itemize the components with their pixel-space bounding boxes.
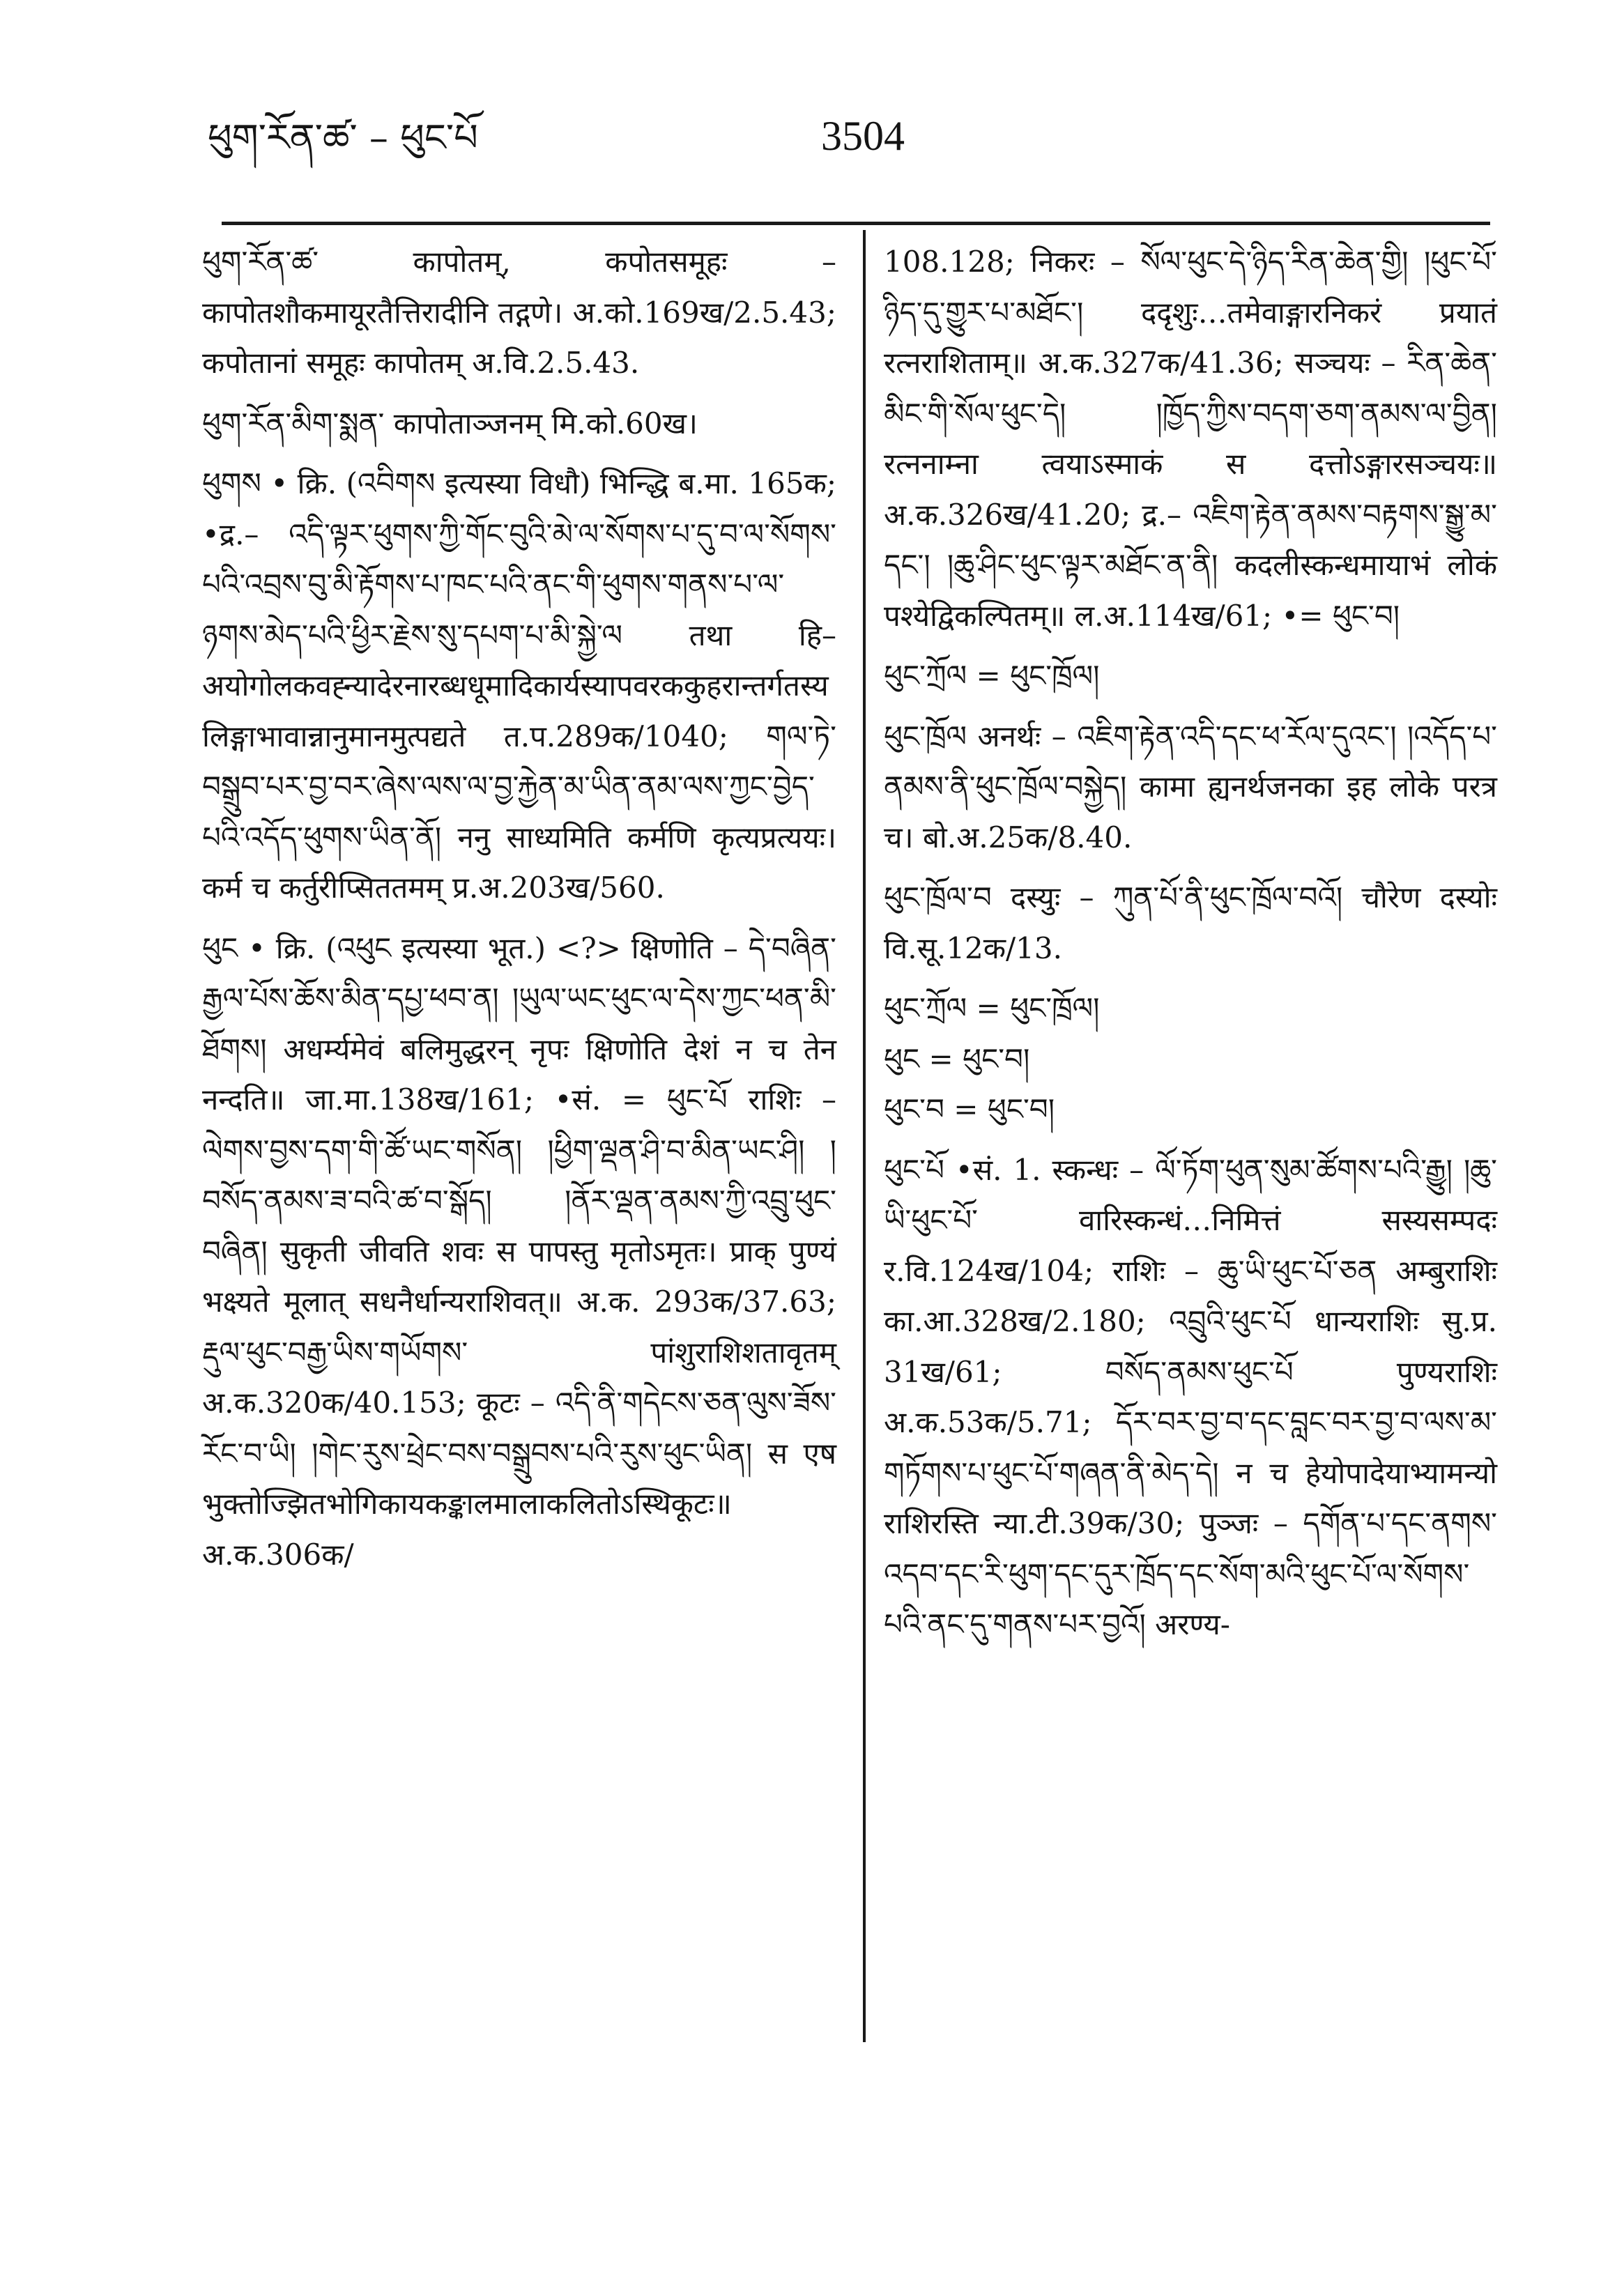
right-column: [884, 237, 1497, 1650]
entry-continuation: 108.128; निकरः – སོལ་ཕུང་དེ་ཉིད་རིན་ཆེན་གྱི། །ཕུང་པོ་ཉིད་དུ་གྱུར་པ་མཐོང་། ददृशुः…तमेवाङ्गारनिकरं प्रयातं रत्नराशिताम्॥ अ.क.327क/41.36; सञ्चयः – རིན་ཆེན་མིང་གི་སོལ་ཕུང་དེ། །ཁྱོད་ཀྱིས་བདག་ཅག་ནམས་ལ་བྱིན། रत्ननाम्ना त्वयाऽस्माकं स दत्तोऽङ्गारसञ्चयः॥ अ.क.326ख/41.20; द्र.– འཇིག་རྟེན་ནམས་བརྟགས་སྒྱུ་མ་དང་། །ཆུ་ཤིང་ཕུང་ལྟར་མཐོང་ན་ནི། कदलीस्कन्धमायाभं लोकं पश्येद्विकल्पितम्॥ ल.अ.114ख/61; •= ཕུང་བ།: [884, 245, 1497, 633]
left-column: [202, 237, 836, 1580]
header-rule: [222, 222, 1490, 225]
entry-phung-po: ཕུང་པོ •सं. 1. स्कन्धः – ལོ་ཏོག་ཕུན་སུམ་ཚོགས་པའི་རྒྱུ། །ཆུ་ཡི་ཕུང་པོ་ वारिस्कन्धं…निमित्तं सस्यसम्पदः र.वि.124ख/104; राशिः – ཆུ་ཡི་ཕུང་པོ་ཅན अम्बुराशिः का.आ.328ख/2.180; འབྲུའི་ཕུང་པོ धान्यराशिः सु.प्र. 31ख/61; བསོད་ནམས་ཕུང་པོ पुण्यराशिः अ.क.53क/5.71; དོར་བར་བྱ་བ་དང་བླང་བར་བྱ་བ་ལས་མ་གཏོགས་པ་ཕུང་པོ་གཞན་ནི་མེད་དེ། न च हेयोपादेयाभ्यामन्यो राशिरस्ति न्या.टी.39क/30; पुञ्जः – དགོན་པ་དང་ནགས་འདབ་དང་རི་ཕུག་དང་དུར་ཁྲོད་དང་སོག་མའི་ཕུང་པོ་ལ་སོགས་པའི་ནང་དུ་གནས་པར་བྱའོ། अरण्य-: [884, 1152, 1497, 1641]
entry-phung-khrol: ཕུང་ཁྲོལ अनर्थः – འཇིག་རྟེན་འདི་དང་ཕ་རོལ་དུའང་། །འདོད་པ་ནམས་ནི་ཕུང་ཁྲོལ་བསྐྱེད། कामा ह्यनर्थजनका इह लोके परत्र च। बो.अ.25क/8.40.: [884, 719, 1497, 854]
column-divider: [863, 230, 866, 2042]
entry-phug-ron-tsha: ཕུག་རོན་ཚ་ कापोतम्, कपोतसमूहः – कापोतशौकमायूरतैत्तिरादीनि तद्गणे। अ.को.169ख/2.5.43; कपोतानां समूहः कापोतम् अ.वि.2.5.43.: [202, 245, 836, 380]
entry-phung-krol-2: ཕུང་ཀྲོལ = ཕུང་ཁྲོལ།: [884, 991, 1100, 1025]
entry-phung-ba: ཕུང་བ = ཕུང་བ།: [884, 1092, 1055, 1126]
entry-phug-ron-mig-sman: ཕུག་རོན་མིག་སྨན་ कापोताञ्जनम् मि.को.60ख।: [202, 406, 698, 440]
running-head: ཕུག་རོན་ཚ་ – ཕུང་པོ: [208, 116, 478, 160]
entry-phung: ཕུང • क्रि. (འཕུང इत्यस्या भूत.) <?> क्षिणोति – དེ་བཞིན་རྒྱལ་པོས་ཆོས་མིན་དཔྱ་ཕབ་ན། །ཡུལ་ཡང་ཕུང་ལ་དེས་ཀྱང་ཕན་མི་ཐོགས། अधर्म्यमेवं बलिमुद्धरन् नृपः क्षिणोति देशं न च तेन नन्दति॥ जा.मा.138ख/161; •सं. = ཕུང་པོ राशिः – ལེགས་བྱས་དག་གི་ཚོ་ཡང་གསོན། །ཕྱིག་ལྡན་ཤི་བ་མིན་ཡང་ཤི། །བསོད་ནམས་ཟ་བའི་ཚ་བ་སྒོད། །ནོར་ལྡན་ནམས་ཀྱི་འབྲུ་ཕུང་བཞིན། सुकृती जीवति शवः स पापस्तु मृतोऽमृतः। प्राक् पुण्यं भक्ष्यते मूलात् सधनैर्धान्यराशिवत्॥ अ.क. 293क/37.63; རྡུལ་ཕུང་བརྒྱ་ཡིས་གཡོགས་ पांशुराशिशतावृतम् अ.क.320क/40.153; कूटः – འདི་ནི་གདེངས་ཅན་ལུས་ཟོས་རོང་བ་ཡི། །གེང་རུས་ཕྲེང་བས་བསྒྲུབས་པའི་རུས་ཕུང་ཡིན། स एष भुक्तोज्झितभोगिकायकङ्कालमालाकलितोऽस्थिकूटः॥ अ.क.306क/: [202, 930, 836, 1572]
page-number: 3504: [821, 113, 905, 159]
entry-phung-krol: ཕུང་ཀྲོལ = ཕུང་ཁྲོལ།: [884, 659, 1100, 693]
entry-phung-khrol-ba: ཕུང་ཁྲོལ་བ दस्युः – ཀུན་པོ་ནི་ཕུང་ཁྲོལ་བའོ། चौरेण दस्योः वि.सू.12क/13.: [884, 880, 1497, 965]
entry-phung-2: ཕུང = ཕུང་བ།: [884, 1041, 1030, 1076]
entry-phugs: ཕུགས • क्रि. (འབིགས इत्यस्या विधौ) भिन्द्धि ब.मा. 165क; •द्र.– འདི་ལྟར་ཕུགས་ཀྱི་གོང་བུའི་མེ་ལ་སོགས་པ་དུ་བ་ལ་སོགས་པའི་འབྲས་བུ་མི་རྟོགས་པ་ཁང་པའི་ནང་གི་ཕུགས་གནས་པ་ལ་ཉགས་མེད་པའི་ཕྱིར་རྗེས་སུ་དཔག་པ་མི་སྐྱེ་ལ तथा हि–अयोगोलकवह्न्यादेरनारब्धधूमादिकार्यस्यापवरककुहरान्तर्गतस्य लिङ्गाभावान्नानुमानमुत्पद्यते त.प.289क/1040; གལ་ཏེ་བསྒྲུབ་པར་བྱ་བར་ཞེས་ལས་ལ་བྱ་རྐྱེན་མ་ཡིན་ནམ་ལས་ཀྱང་བྱེད་པའི་འདོད་ཕུགས་ཡིན་ནོ། ननु साध्यमिति कर्मणि कृत्यप्रत्ययः। कर्म च कर्तुरीप्सिततमम् प्र.अ.203ख/560.: [202, 466, 836, 905]
